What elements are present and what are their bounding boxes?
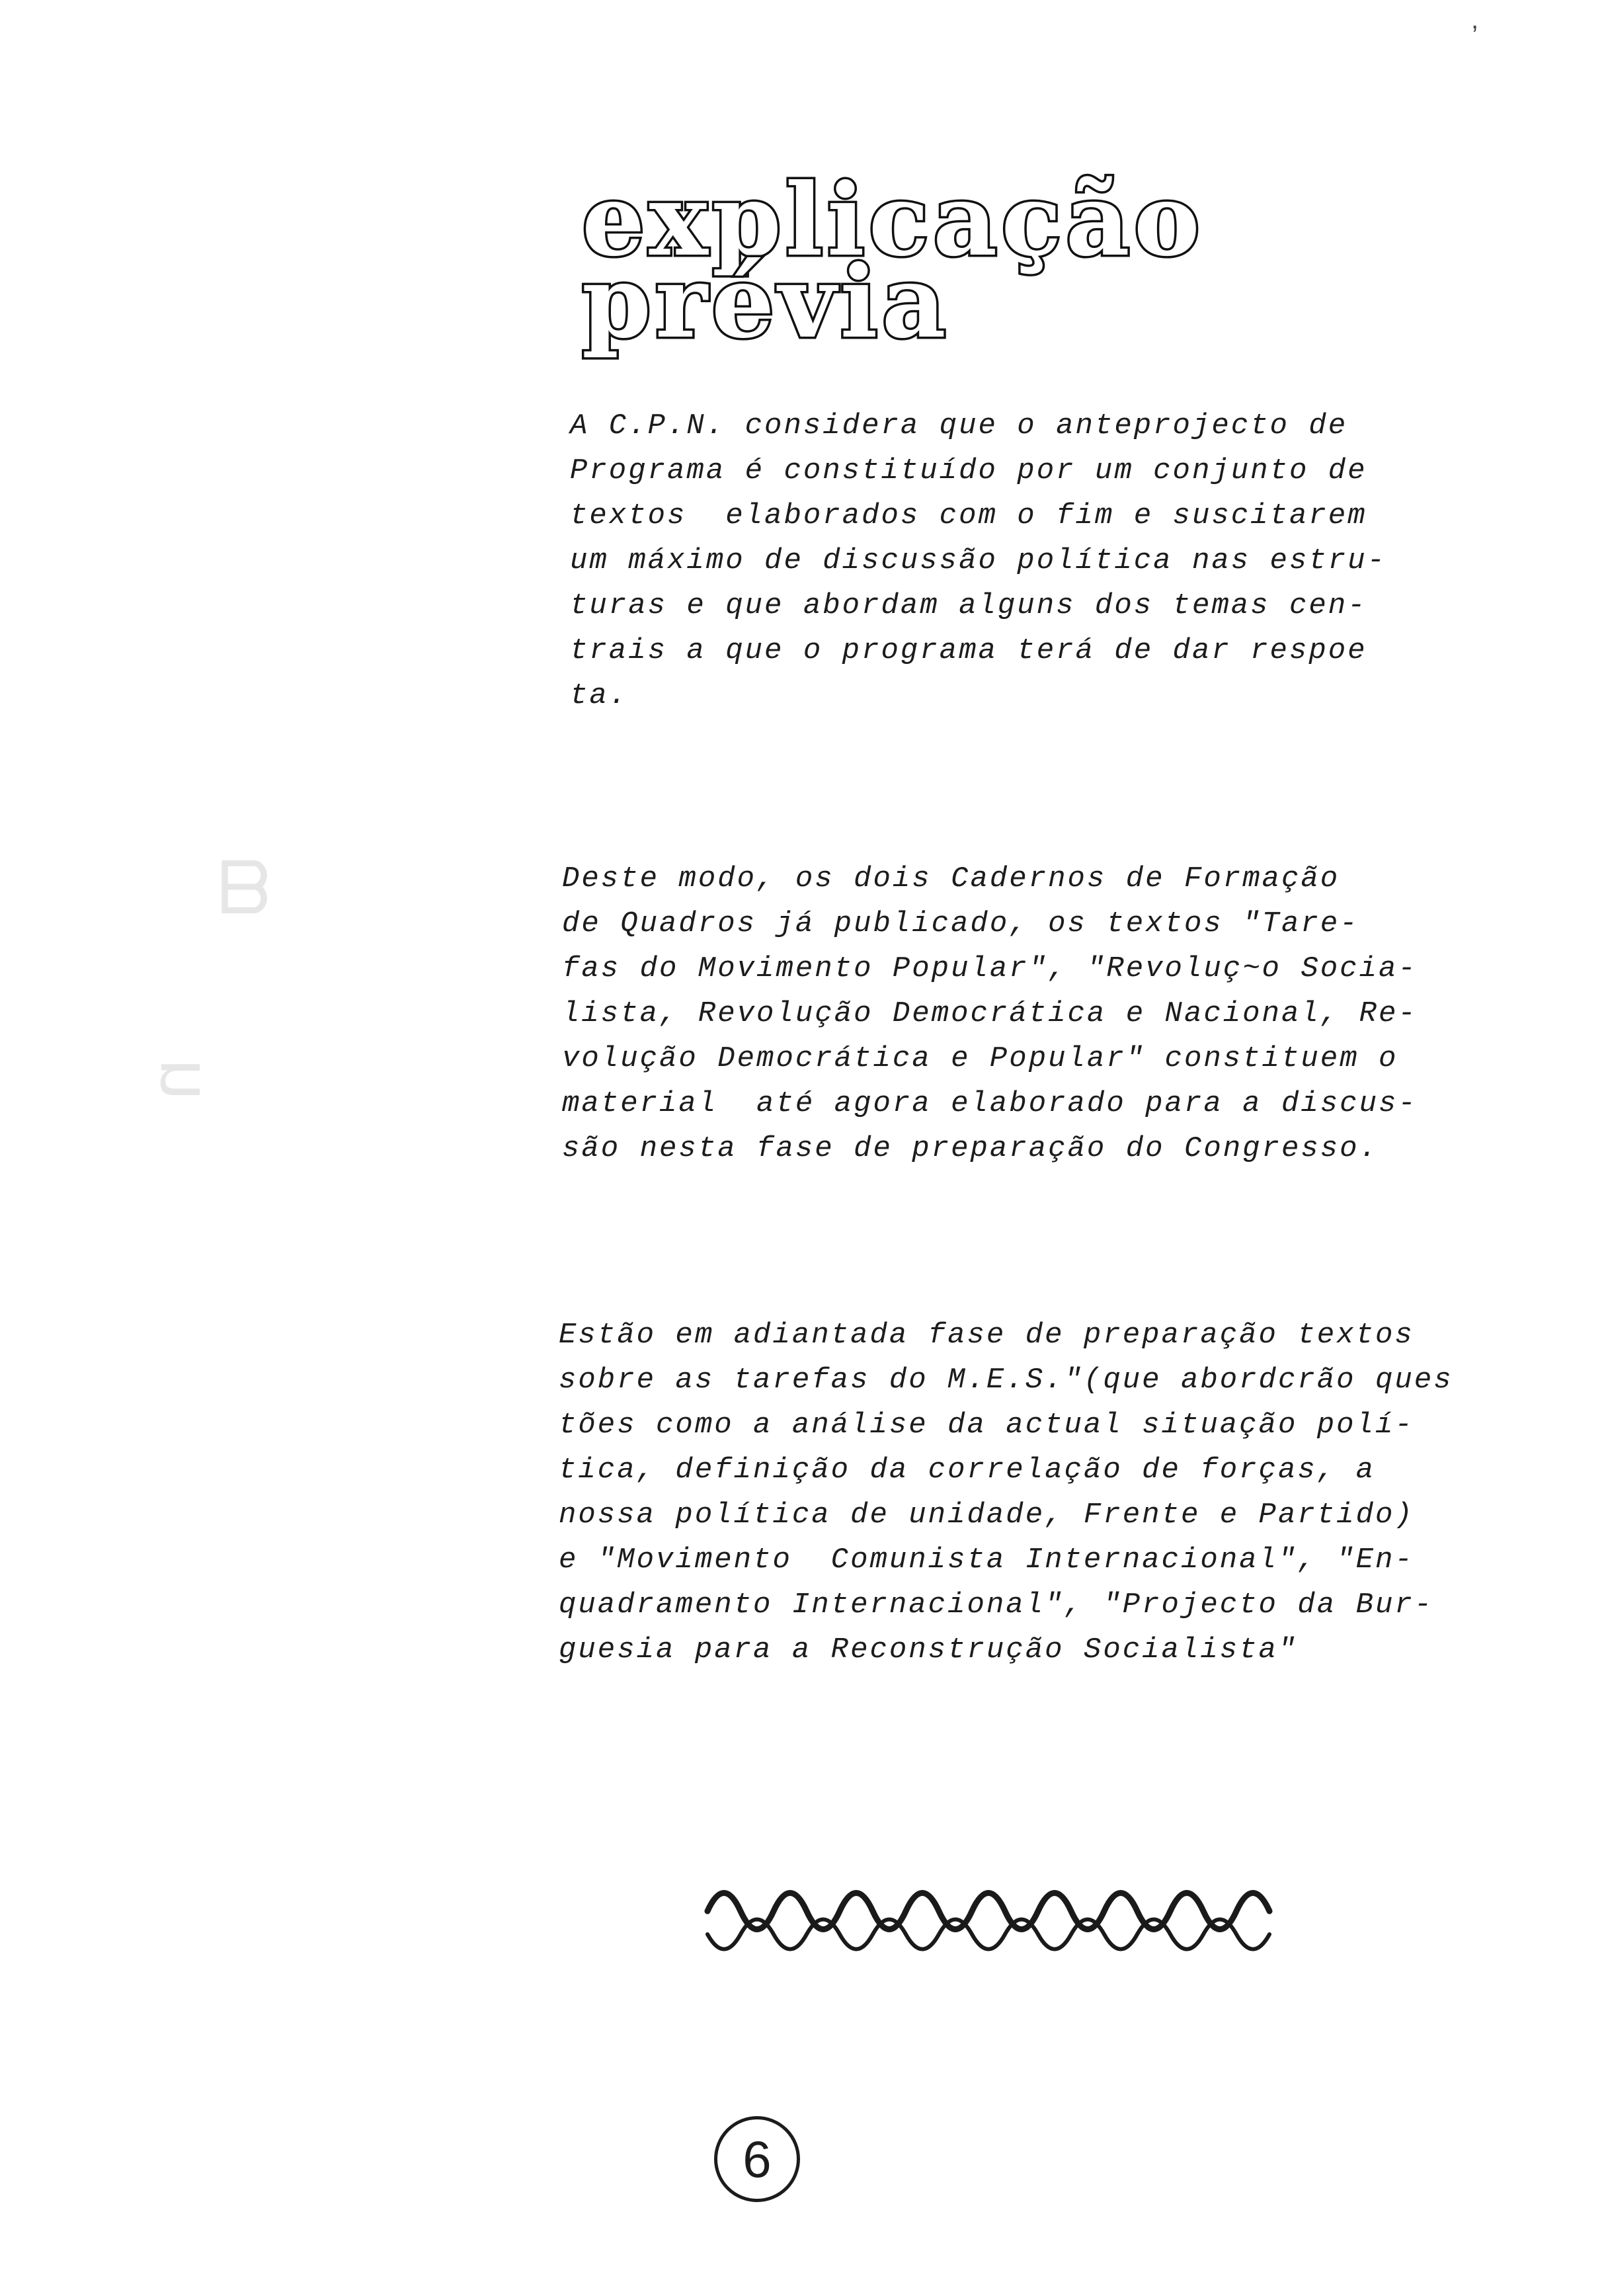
paragraph-line: textos elaborados com o fim e suscitarem [570, 499, 1367, 532]
paragraph-line: turas e que abordam alguns dos temas cen- [570, 589, 1367, 622]
paragraph-line: um máximo de discussão política nas estru- [570, 544, 1387, 577]
paragraph-line: tões como a análise da actual situação polí- [559, 1409, 1414, 1442]
paragraph-line: quadramento Internacional", "Projecto da Bur- [559, 1588, 1434, 1621]
paragraph-line: e "Movimento Comunista Internacional", "En- [559, 1543, 1414, 1577]
paragraph-line: lista, Revolução Democrática e Nacional, Re- [562, 997, 1418, 1030]
paragraph-line: A C.P.N. considera que o anteprojecto de [570, 409, 1348, 442]
paragraph-line: nossa política de unidade, Frente e Partido) [559, 1498, 1414, 1532]
paragraph-line: trais a que o programa terá de dar respoe [570, 634, 1367, 667]
paragraph-upcoming-texts [559, 1313, 1453, 1672]
paragraph-line: Programa é constituído por um conjunto de [570, 454, 1367, 487]
paragraph-line: material até agora elaborado para a discus- [562, 1087, 1418, 1120]
paragraph-line: fas do Movimento Popular", "Revoluç~o Socia- [562, 952, 1418, 985]
paragraph-intro [570, 403, 1387, 718]
paragraph-line: ta. [570, 679, 629, 712]
corner-mark: , [1471, 5, 1479, 34]
paragraph-line: Deste modo, os dois Cadernos de Formação [562, 862, 1340, 895]
paragraph-line: Estão em adiantada fase de preparação textos [559, 1319, 1414, 1352]
bleed-through-2: ᴝ [139, 1033, 202, 1114]
paragraph-line: são nesta fase de preparação do Congresso. [562, 1132, 1379, 1165]
paragraph-line: guesia para a Reconstrução Socialista" [559, 1633, 1298, 1666]
paragraph-materials [562, 856, 1418, 1171]
page-number [714, 2116, 800, 2202]
title-line-2: prévia [582, 243, 950, 360]
paragraph-line: sobre as tarefas do M.E.S."(que abordcrão ques [559, 1364, 1453, 1397]
document-title [582, 161, 1243, 360]
paragraph-line: de Quadros já publicado, os textos "Tare- [562, 907, 1359, 940]
wavy-line-ornament-icon [694, 1871, 1289, 1971]
paragraph-line: volução Democrática e Popular" constituem o [562, 1042, 1398, 1075]
bleed-through-1: ᗺ [198, 848, 271, 929]
page-number-label: 6 [743, 2129, 772, 2188]
paragraph-line: tica, definição da correlação de forças, a [559, 1454, 1375, 1487]
title-line-1: explicação [582, 161, 1204, 278]
